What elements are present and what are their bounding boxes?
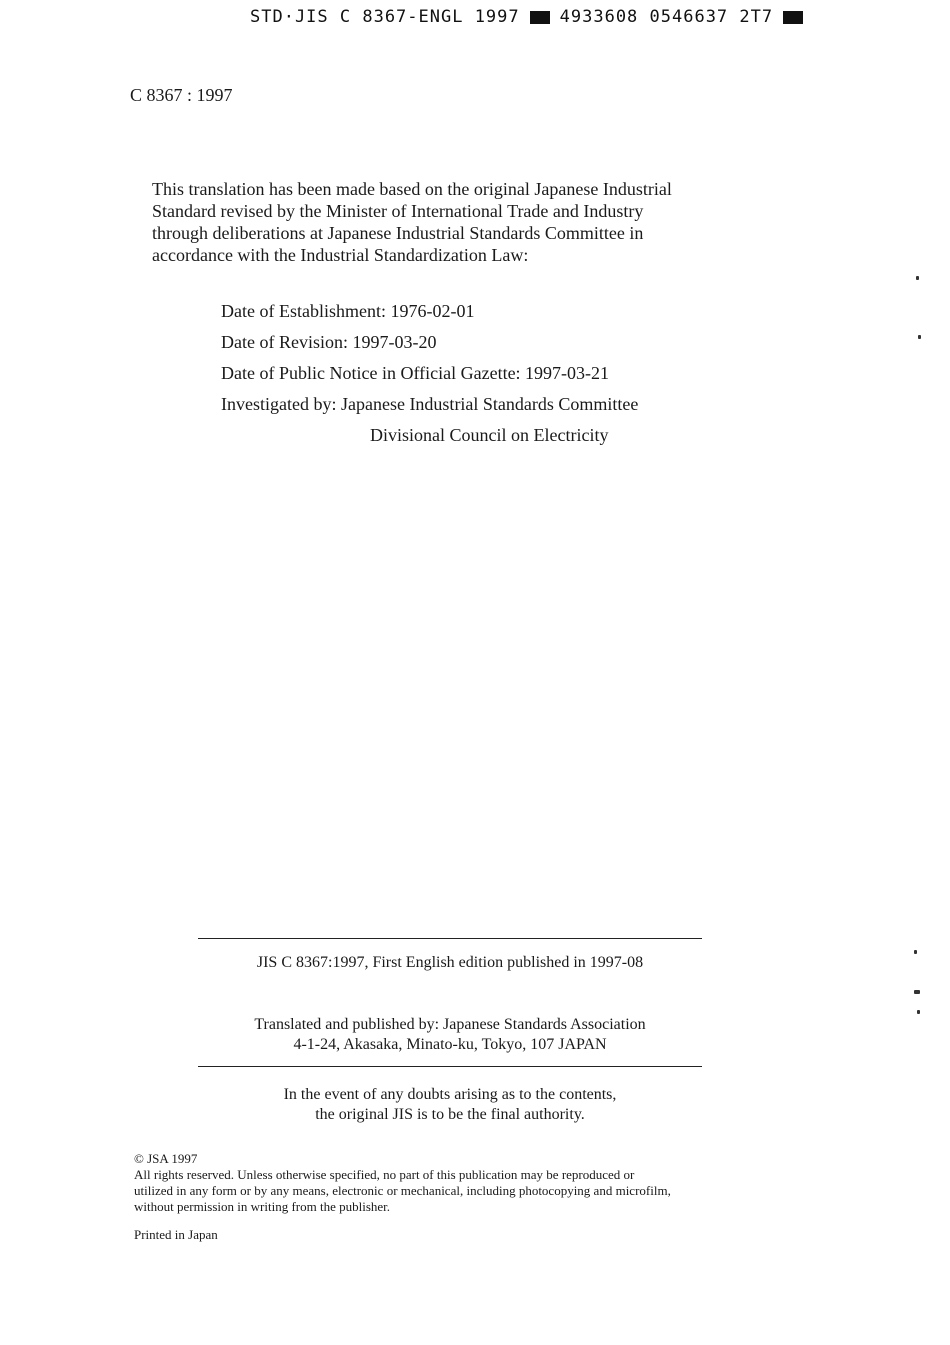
divider-rule	[198, 938, 702, 939]
copyright-block	[134, 1151, 671, 1215]
publisher-block	[198, 1015, 702, 1055]
authority-line: the original JIS is to be the final authority.	[315, 1106, 585, 1123]
authority-line: In the event of any doubts arising as to the contents,	[283, 1086, 617, 1103]
date-establishment: Date of Establishment: 1976-02-01	[221, 301, 475, 321]
scan-speck	[918, 335, 921, 339]
scan-speck	[917, 1010, 920, 1014]
date-public-notice: Date of Public Notice in Official Gazette: 1997-03-21	[221, 363, 610, 383]
scan-header-right: 4933608 0546637 2T7	[559, 7, 774, 27]
edition-note: JIS C 8367:1997, First English edition published in 1997-08	[256, 954, 644, 971]
copyright-line: All rights reserved. Unless otherwise specified, no part of this publication may be reproduced or	[134, 1167, 635, 1182]
intro-line: through deliberations at Japanese Industrial Standards Committee in	[152, 223, 644, 243]
investigating-council: Divisional Council on Electricity	[370, 425, 609, 445]
document-number: C 8367 : 1997	[130, 85, 233, 105]
publisher-address: 4-1-24, Akasaka, Minato-ku, Tokyo, 107 JAPAN	[293, 1036, 607, 1053]
scan-speck	[914, 990, 920, 994]
date-revision: Date of Revision: 1997-03-20	[221, 332, 437, 352]
divider-rule	[198, 1066, 702, 1067]
block-mark	[783, 11, 803, 24]
copyright-line: utilized in any form or by any means, electronic or mechanical, including photocopying and microfilm,	[134, 1183, 671, 1198]
intro-line: This translation has been made based on the original Japanese Industrial	[152, 179, 672, 199]
printed-in: Printed in Japan	[134, 1227, 218, 1242]
investigated-by: Investigated by: Japanese Industrial Standards Committee	[221, 394, 639, 414]
date-list	[221, 296, 638, 451]
block-mark	[530, 11, 550, 24]
authority-note	[198, 1085, 702, 1125]
copyright-mark: © JSA 1997	[134, 1151, 198, 1166]
intro-line: accordance with the Industrial Standardization Law:	[152, 245, 529, 265]
scan-speck	[916, 276, 919, 280]
copyright-line: without permission in writing from the publisher.	[134, 1199, 391, 1214]
scan-header	[250, 6, 803, 28]
publisher-line: Translated and published by: Japanese Standards Association	[254, 1016, 646, 1033]
scan-speck	[914, 950, 917, 954]
intro-line: Standard revised by the Minister of International Trade and Industry	[152, 201, 644, 221]
scan-header-left: STD·JIS C 8367-ENGL 1997	[250, 7, 520, 27]
intro-paragraph	[152, 178, 792, 266]
